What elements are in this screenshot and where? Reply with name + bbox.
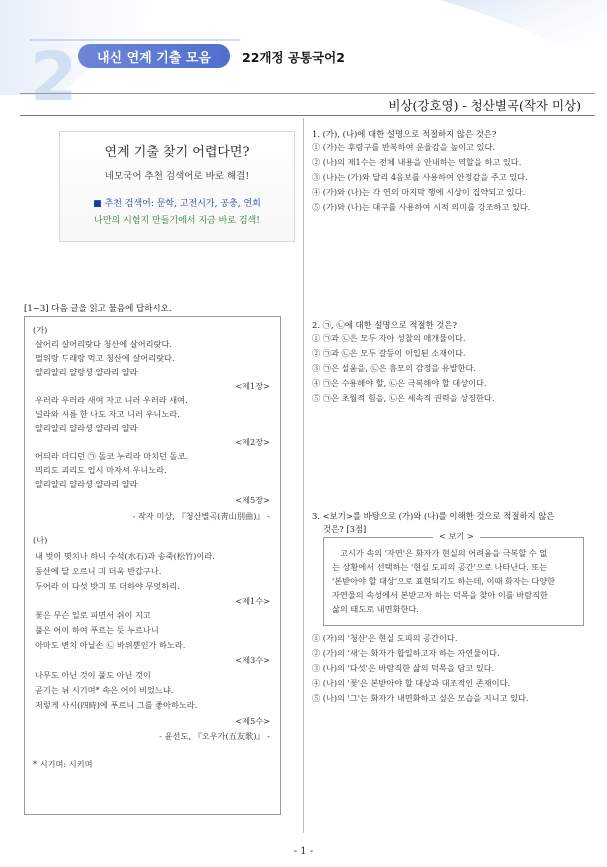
question-1-option[interactable]: ② (나)의 제1수는 전체 내용을 안내하는 역할을 하고 있다.: [312, 157, 522, 167]
title-rule: [20, 115, 595, 116]
work-title: 비상(강호영) - 청산별곡(작자 미상): [388, 98, 581, 113]
promo-keywords-value: 문학, 고전시가, 공충, 연희: [156, 199, 261, 209]
bogi-line: 자연물의 속성에서 본받고자 하는 덕목을 찾아 이를 바람직한: [332, 590, 548, 600]
promo-subline: 네모국어 추천 검색어로 바로 해결!: [104, 171, 250, 182]
promo-headline: 연계 기출 찾기 어렵다면?: [104, 145, 250, 160]
bogi-box: [323, 531, 584, 626]
promo-keywords: [60, 196, 294, 209]
question-1-option[interactable]: ⑤ (가)와 (나)는 대구를 사용하여 시적 의미를 강조하고 있다.: [312, 202, 531, 212]
bogi-line: 삶의 태도로 내면화한다.: [332, 604, 419, 614]
passage-label-na: (나): [33, 535, 48, 545]
promo-keywords-prefix: ■ 추천 검색어:: [93, 199, 157, 209]
question-1-option[interactable]: ④ (가)와 (나)는 각 연의 마지막 행에 시상이 집약되고 있다.: [312, 187, 526, 197]
bogi-line: 고시가 속의 '자연'은 화자가 현실의 어려움을 극복할 수 없: [340, 548, 548, 558]
question-3-option[interactable]: ① (가)의 '청산'은 현실 도피의 공간이다.: [312, 633, 458, 643]
question-2-option[interactable]: ① ㉠과 ㉡은 모두 자아 성찰의 매개물이다.: [312, 333, 466, 343]
passage-line: 나무도 아닌 것이 풀도 아닌 것이: [35, 670, 151, 680]
question-3-stem-cont: 것은? [3점]: [323, 524, 367, 534]
question-2-option[interactable]: ⑤ ㉠은 초월적 힘을, ㉡은 세속적 권력을 상징한다.: [312, 393, 495, 403]
bogi-label: < 보기 >: [433, 531, 480, 542]
passage-source: - 작자 미상, 『청산별곡(靑山別曲)』 -: [132, 511, 270, 521]
passage-line: 멀위랑 ᄃᆞ래랑 먹고 청산에 살어리랏다.: [35, 353, 175, 363]
passage-line: 믜리도 괴리도 업시 마자셔 우니노라.: [35, 465, 167, 475]
passage-source: - 윤선도, 『오우가(五友歌)』 -: [159, 731, 270, 741]
stanza-label: <제1수>: [235, 596, 270, 606]
passage-line: 두어라 이 다섯 밧긔 또 더하야 무엇하리.: [35, 581, 180, 591]
question-3-option[interactable]: ② (가)의 '새'는 화자가 합일하고자 하는 자연물이다.: [312, 648, 500, 658]
passage-line: 우러라 우러라 새여 자고 니러 우러라 새여.: [35, 395, 188, 405]
stanza-label: <제5장>: [235, 495, 270, 505]
page-number: - 1 -: [293, 846, 314, 857]
unit-number-graphic: 2: [30, 38, 78, 117]
column-divider: [303, 118, 304, 833]
passage-line: 어듸라 더디던 ㉠ 돌코 누리라 마치던 돌코.: [35, 451, 188, 461]
promo-box: [59, 131, 295, 242]
stanza-label: <제1장>: [235, 381, 270, 391]
header-rule: [20, 93, 595, 94]
bogi-line: '본받아야 할 대상'으로 표현되기도 하는데, 이때 화자는 다양한: [332, 576, 556, 586]
passage-line: 곧기는 뉘 시기며* 속은 어이 비었느냐.: [35, 685, 174, 695]
passage-line: 꽃은 무슨 일로 피면서 쉬이 지고: [35, 610, 151, 620]
question-2-option[interactable]: ④ ㉠은 수용해야 할, ㉡은 극복해야 할 대상이다.: [312, 378, 487, 388]
passage-line: 내 벗이 몃치나 하니 수석(水石)과 송죽(松竹)이라.: [35, 551, 215, 561]
question-3-stem: 3. <보기>를 바탕으로 (가)와 (나)를 이해한 것으로 적절하지 않은: [312, 511, 555, 521]
passage-line: 풀은 어이 하여 푸르는 듯 누르나니: [35, 625, 159, 635]
question-2-option[interactable]: ③ ㉠은 설움을, ㉡은 흠모의 감정을 유발한다.: [312, 363, 477, 373]
stanza-label: <제5수>: [235, 716, 270, 726]
passage-line: 얄리얄리 얄라셩 얄라리 얄라: [35, 479, 138, 489]
passage-line: 저렇게 사시(四時)에 푸르니 그를 좋아하노라.: [35, 700, 198, 710]
question-3-option[interactable]: ⑤ (나)의 '그'는 화자가 내면화하고 싶은 모습을 지니고 있다.: [312, 693, 529, 703]
bogi-line: 는 상황에서 선택하는 '현실 도피의 공간'으로 나타난다. 또는: [332, 562, 548, 572]
passage-box: [24, 316, 281, 815]
question-1-option[interactable]: ③ (나)는 (가)와 달리 4음보를 사용하여 안정감을 주고 있다.: [312, 172, 528, 182]
passage-line: 얄리얄리 얄랑셩 얄라리 얄라: [35, 367, 138, 377]
passage-instruction: [1~3] 다음 글을 읽고 물음에 답하시오.: [24, 304, 172, 314]
passage-line: 살어리 살어리랏다 청산에 살어리랏다.: [35, 339, 172, 349]
question-1-option[interactable]: ① (가)는 후렴구를 반복하여 운율감을 높이고 있다.: [312, 142, 496, 152]
stanza-label: <제3수>: [235, 655, 270, 665]
promo-cta: 나만의 시험지 만들기에서 지금 바로 검색!: [94, 216, 260, 226]
question-2-stem: 2. ㉠, ㉡에 대한 설명으로 적절한 것은?: [312, 320, 457, 330]
question-3-option[interactable]: ④ (나)의 '꽃'은 본받아야 할 대상과 대조적인 존재이다.: [312, 678, 511, 688]
question-3-option[interactable]: ③ (나)의 '다섯'은 바람직한 삶의 덕목을 담고 있다.: [312, 663, 495, 673]
stanza-label: <제2장>: [235, 437, 270, 447]
passage-line: 얄리얄리 얄라셩 얄라리 얄라: [35, 423, 138, 433]
passage-line: 널라와 시름 한 나도 자고 니러 우니노라.: [35, 409, 180, 419]
series-badge: 내신 연계 기출 모음: [78, 44, 230, 68]
passage-label-ga: (가): [33, 325, 48, 335]
question-2-option[interactable]: ② ㉠과 ㉡은 모두 갈등이 이입된 소재이다.: [312, 348, 466, 358]
passage-line: 동산에 달 오르니 긔 더욱 반갑구나.: [35, 566, 162, 576]
passage-line: 아마도 변치 아닐손 ㉡ 바위뿐인가 하노라.: [35, 640, 186, 650]
footnote: * 시기며: 시키며: [33, 759, 93, 769]
subject-title: 22개정 공통국어2: [242, 50, 345, 65]
question-1-stem: 1. (가), (나)에 대한 설명으로 적절하지 않은 것은?: [312, 129, 497, 139]
